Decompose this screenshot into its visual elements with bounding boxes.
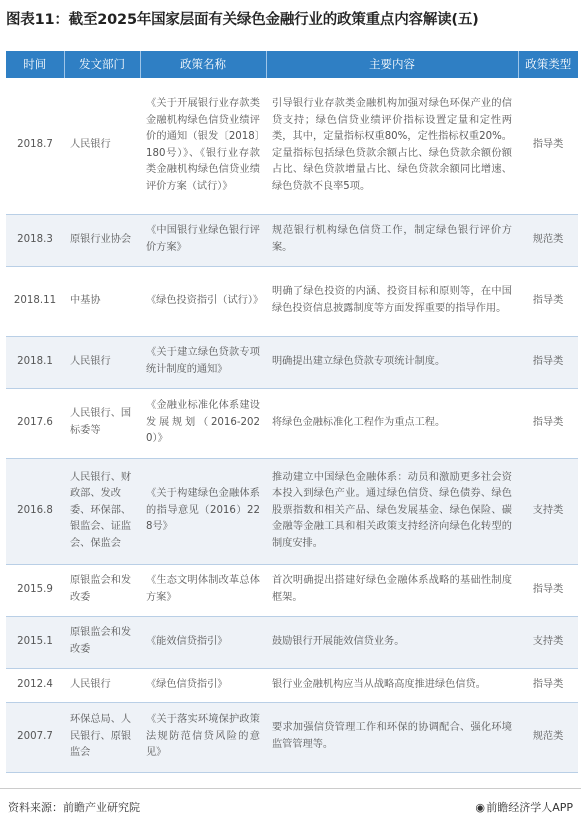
cell-dept: 人民银行 <box>64 78 140 214</box>
source-note: 资料来源：前瞻产业研究院 <box>8 801 140 814</box>
cell-type: 支持类 <box>518 616 578 668</box>
cell-name: 《生态文明体制改革总体方案》 <box>140 564 266 616</box>
cell-type: 指导类 <box>518 336 578 388</box>
cell-content: 推动建立中国绿色金融体系：动员和激励更多社会资本投入到绿色产业。通过绿色信贷、绿色债券、绿色股票指数和相关产品、绿色发展基金、绿色保险、碳金融等金融工具和相关政策支持经济向绿色化转型的制度安排。 <box>266 458 518 564</box>
cell-name: 《金融业标准化体系建设发展规划（2016-2020）》 <box>140 388 266 458</box>
page-footer <box>0 788 581 826</box>
table-header-row <box>6 51 578 78</box>
cell-name: 《绿色信贷指引》 <box>140 668 266 702</box>
cell-type: 支持类 <box>518 458 578 564</box>
table-row <box>6 78 578 214</box>
header-time: 时间 <box>6 51 64 78</box>
cell-type: 指导类 <box>518 388 578 458</box>
header-dept: 发文部门 <box>64 51 140 78</box>
cell-name: 《绿色投资指引（试行）》 <box>140 266 266 336</box>
cell-time: 2018.7 <box>6 78 64 214</box>
cell-time: 2012.4 <box>6 668 64 702</box>
cell-name: 《关于落实环境保护政策法规防范信贷风险的意见》 <box>140 702 266 772</box>
page-title: 图表11：截至2025年国家层面有关绿色金融行业的政策重点内容解读(五) <box>6 12 479 28</box>
cell-type: 指导类 <box>518 78 578 214</box>
cell-content: 要求加强信贷管理工作和环保的协调配合、强化环境监管管理等。 <box>266 702 518 772</box>
policy-table <box>6 51 578 773</box>
cell-dept: 中基协 <box>64 266 140 336</box>
table-row <box>6 616 578 668</box>
table-row <box>6 668 578 702</box>
cell-content: 明确了绿色投资的内涵、投资目标和原则等，在中国绿色投资信息披露制度等方面发挥重要的指导作用。 <box>266 266 518 336</box>
header-content: 主要内容 <box>266 51 518 78</box>
cell-time: 2018.11 <box>6 266 64 336</box>
cell-content: 规范银行机构绿色信贷工作，制定绿色银行评价方案。 <box>266 214 518 266</box>
cell-dept: 人民银行、国标委等 <box>64 388 140 458</box>
cell-time: 2015.1 <box>6 616 64 668</box>
cell-type: 指导类 <box>518 266 578 336</box>
cell-time: 2015.9 <box>6 564 64 616</box>
cell-type: 指导类 <box>518 668 578 702</box>
cell-type: 规范类 <box>518 214 578 266</box>
cell-content: 明确提出建立绿色贷款专项统计制度。 <box>266 336 518 388</box>
cell-dept: 人民银行 <box>64 336 140 388</box>
cell-content: 将绿色金融标准化工程作为重点工程。 <box>266 388 518 458</box>
table-row <box>6 266 578 336</box>
cell-content: 引导银行业存款类金融机构加强对绿色环保产业的信贷支持；绿色信贷业绩评价指标设置定量和定性两类，其中，定量指标权重80%，定性指标权重20%。定量指标包括绿色贷款余额占比、绿色贷款余额份额占比、绿色贷款增量占比、绿色贷款余额同比增速、绿色贷款不良率5项。 <box>266 78 518 214</box>
cell-type: 指导类 <box>518 564 578 616</box>
cell-dept: 人民银行 <box>64 668 140 702</box>
header-name: 政策名称 <box>140 51 266 78</box>
table-row <box>6 458 578 564</box>
table-row <box>6 214 578 266</box>
brand-name: 前瞻经济学人APP <box>486 801 573 814</box>
cell-time: 2007.7 <box>6 702 64 772</box>
cell-time: 2018.3 <box>6 214 64 266</box>
cell-dept: 环保总局、人民银行、原银监会 <box>64 702 140 772</box>
table-row <box>6 388 578 458</box>
cell-name: 《关于建立绿色贷款专项统计制度的通知》 <box>140 336 266 388</box>
brand-credit <box>474 799 573 815</box>
table-row <box>6 336 578 388</box>
cell-type: 规范类 <box>518 702 578 772</box>
cell-name: 《关于构建绿色金融体系的指导意见（2016）228号》 <box>140 458 266 564</box>
cell-dept: 原银监会和发改委 <box>64 616 140 668</box>
weibo-icon: ◉ <box>475 801 485 814</box>
cell-name: 《中国银行业绿色银行评价方案》 <box>140 214 266 266</box>
cell-name: 《关于开展银行业存款类金融机构绿色信贷业绩评价的通知（银发〔2018〕180号）》、《银行业存款类金融机构绿色信贷业绩评价方案（试行）》 <box>140 78 266 214</box>
cell-time: 2018.1 <box>6 336 64 388</box>
cell-dept: 原银行业协会 <box>64 214 140 266</box>
cell-content: 首次明确提出搭建好绿色金融体系战略的基础性制度框架。 <box>266 564 518 616</box>
table-row <box>6 702 578 772</box>
table-row <box>6 564 578 616</box>
cell-name: 《能效信贷指引》 <box>140 616 266 668</box>
cell-content: 鼓励银行开展能效信贷业务。 <box>266 616 518 668</box>
cell-time: 2016.8 <box>6 458 64 564</box>
cell-dept: 人民银行、财政部、发改委、环保部、银监会、证监会、保监会 <box>64 458 140 564</box>
header-type: 政策类型 <box>518 51 578 78</box>
cell-dept: 原银监会和发改委 <box>64 564 140 616</box>
cell-content: 银行业金融机构应当从战略高度推进绿色信贷。 <box>266 668 518 702</box>
cell-time: 2017.6 <box>6 388 64 458</box>
